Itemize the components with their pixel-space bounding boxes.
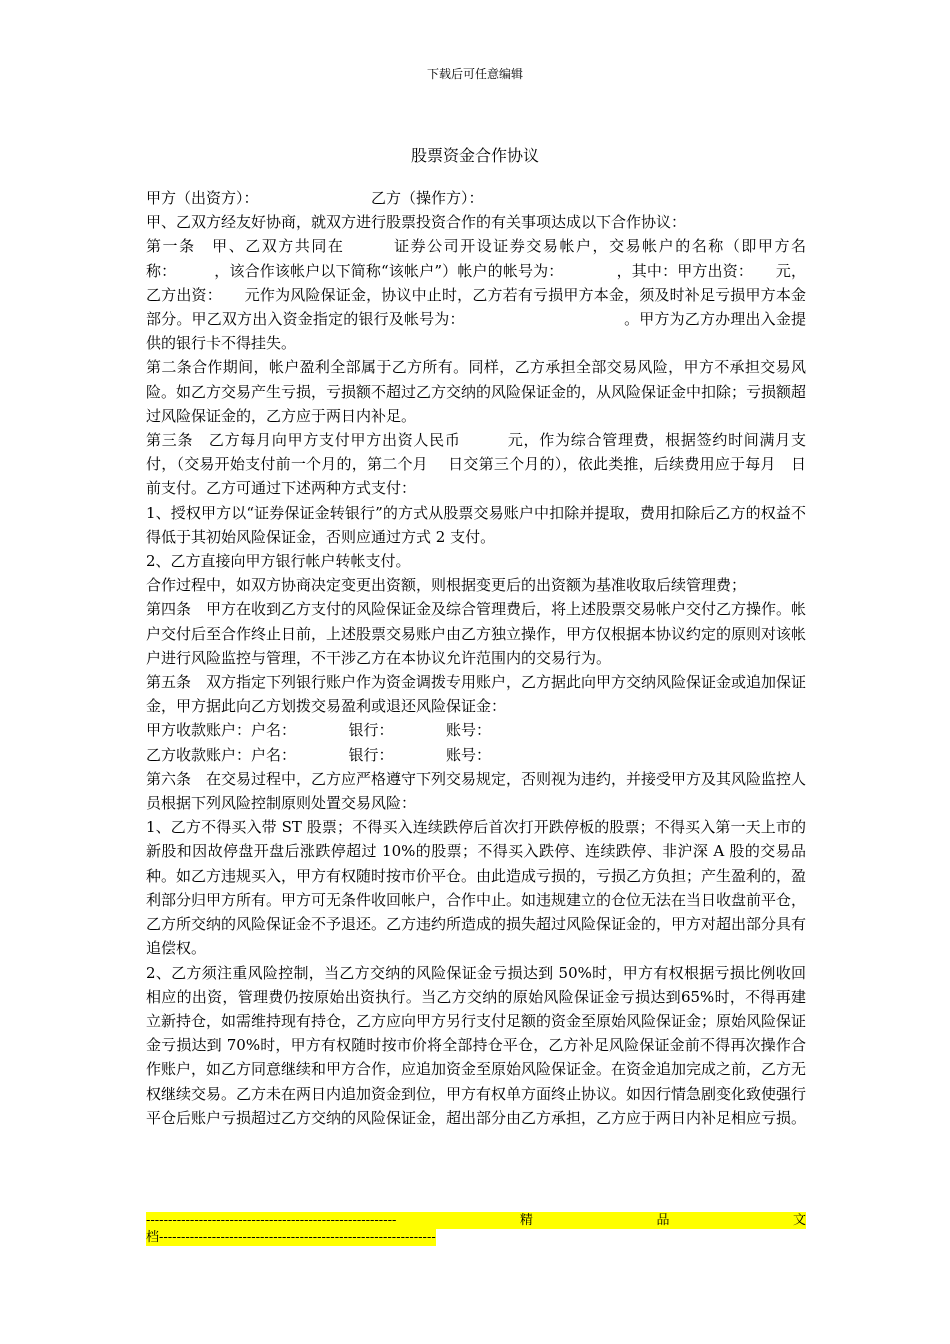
party-a-account: 甲方收款账户：户名： 银行： 账号： [146, 721, 492, 740]
footer-char-1: 精 [519, 1213, 533, 1228]
article-6: 第六条 在交易过程中，乙方应严格遵守下列交易规定，否则视为违约，并接受甲方及其风险监控人员根据下列风险控制原则处置交易风险： [146, 769, 807, 813]
article-3: 第三条 乙方每月向甲方支付甲方出资人民币 元，作为综合管理费，根据签约时间满月支付，（交易开始支付前一个月的，第二个月 日交第三个月的），依此类推，后续费用应于每月 日前支付。乙方可通过下述两种方式支付： [146, 431, 806, 498]
payment-method-1: 1、授权甲方以“证券保证金转银行”的方式从股票交易账户中扣除并提取，费用扣除后乙方的权益不得低于其初始风险保证金，否则应通过方式 2 支付。 [146, 503, 806, 546]
rule-1: 1、乙方不得买入带 ST 股票；不得买入连续跌停后首次打开跌停板的股票；不得买入第一天上市的新股和因故停盘开盘后涨跌停超过 10%的股票；不得买入跌停、连续跌停、非沪深 A 股的交易品种。如乙方违规买入，甲方有权随时按市价平仓。由此造成亏损的，亏损乙方负担；产生盈利的，盈利部分归甲方所有。甲方可无条件收回帐户，合作中止。如违规建立的仓位无法在当日收盘前平仓，乙方所交纳的风险保证金不予退还。乙方违约所造成的损失超过风险保证金的，甲方对超出部分具有追偿权。 [146, 818, 807, 958]
footer-char-2: 品 [656, 1213, 670, 1228]
article-4: 第四条 甲方在收到乙方支付的风险保证金及综合管理费后，将上述股票交易帐户交付乙方操作。帐户交付后至合作终止日前，上述股票交易账户由乙方独立操作，甲方仅根据本协议约定的原则对该帐户进行风险监控与管理，不干涉乙方在本协议允许范围内的交易行为。 [146, 600, 807, 667]
footer-banner [146, 1212, 806, 1246]
document-body [146, 186, 806, 1130]
party-line: 甲方（出资方）： 乙方（操作方）： [146, 189, 484, 207]
party-b-account: 乙方收款账户：户名： 银行： 账号： [146, 745, 492, 764]
payment-method-2: 2、乙方直接向甲方银行帐户转帐支付。 [146, 552, 411, 571]
document-title: 股票资金合作协议 [410, 146, 539, 165]
footer-line-2: 档--------------------------------------------------------------- [146, 1230, 436, 1245]
footer-line-1 [146, 1212, 806, 1229]
article-1: 第一条 甲、乙双方共同在 证券公司开设证券交易帐户，交易帐户的名称（即甲方名称： ，该合作该帐户以下简称“该帐户”）帐户的帐号为： ，其中：甲方出资： 元，乙方出资： 元作为风险保证金，协议中止时，乙方若有亏损甲方本金，须及时补足亏损甲方本金部分。甲乙双方出入资金指定的银行及帐号为： 。甲方为乙方办理出入金提供的银行卡不得挂失。 [146, 237, 806, 353]
article-5: 第五条 双方指定下列银行账户作为资金调拨专用账户，乙方据此向甲方交纳风险保证金或追加保证金，甲方据此向乙方划拨交易盈利或退还风险保证金： [146, 673, 807, 716]
footer-char-3: 文 [792, 1213, 806, 1228]
intro-paragraph: 甲、乙双方经友好协商，就双方进行股票投资合作的有关事项达成以下合作协议： [146, 213, 687, 232]
article-2: 第二条合作期间，帐户盈利全部属于乙方所有。同样，乙方承担全部交易风险，甲方不承担交易风险。如乙方交易产生亏损，亏损额不超过乙方交纳的风险保证金的，从风险保证金中扣除；亏损额超过风险保证金的，乙方应于两日内补足。 [146, 358, 807, 425]
rule-2: 2、乙方须注重风险控制，当乙方交纳的风险保证金亏损达到 50%时，甲方有权根据亏损比例收回相应的出资，管理费仍按原始出资执行。当乙方交纳的原始风险保证金亏损达到65%时，不得再建立新持仓，如需维持现有持仓，乙方应向甲方另行支付足额的资金至原始风险保证金；原始风险保证金亏损达到 70%时，甲方有权随时按市价将全部持仓平仓，乙方补足风险保证金前不得再次操作合作账户，如乙方同意继续和甲方合作，应追加资金至原始风险保证金。在资金追加完成之前，乙方无权继续交易。乙方未在两日内追加资金到位，甲方有权单方面终止协议。如因行情急剧变化致使强行平仓后账户亏损超过乙方交纳的风险保证金，超出部分由乙方承担，乙方应于两日内补足相应亏损。 [146, 963, 807, 1127]
fee-change-paragraph: 合作过程中，如双方协商决定变更出资额，则根据变更后的出资额为基准收取后续管理费； [146, 576, 747, 595]
footer-dashes: --------------------------------------------------------- [146, 1213, 397, 1228]
page-header: 下载后可任意编辑 [426, 67, 523, 81]
